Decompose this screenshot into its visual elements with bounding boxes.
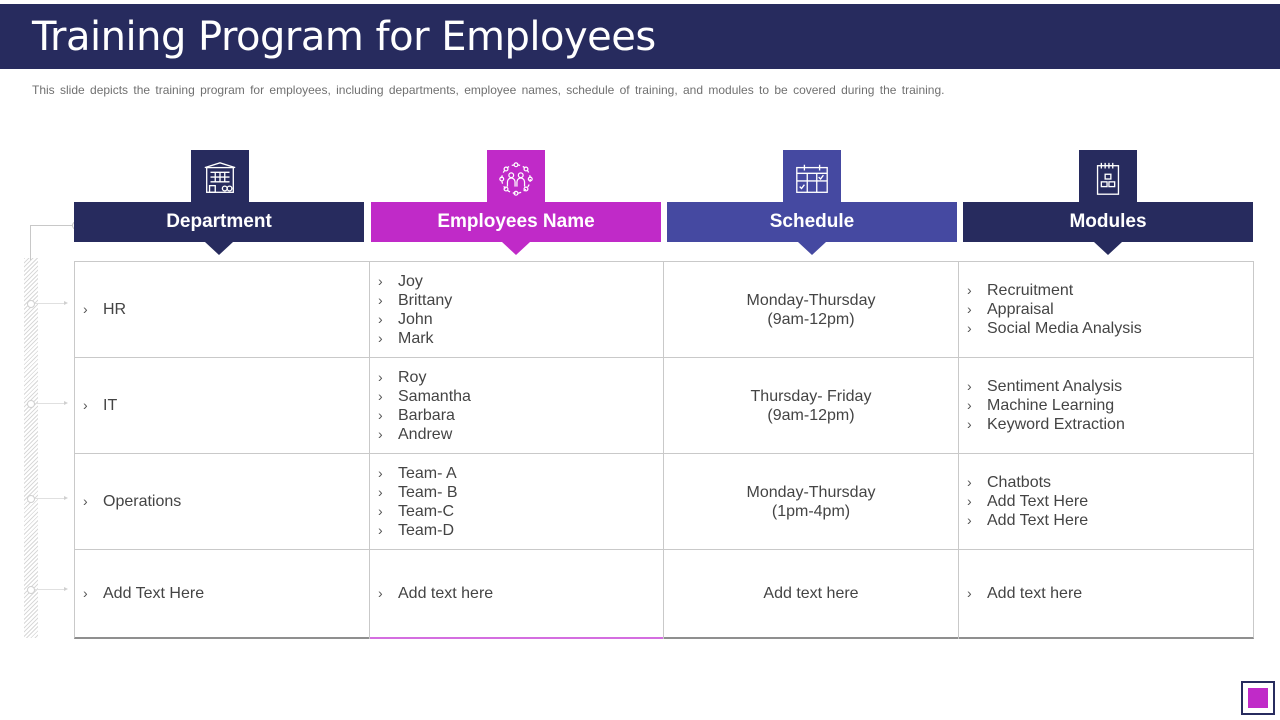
chevron-right-icon: › (967, 416, 972, 432)
list-item-label: Machine Learning (987, 397, 1115, 414)
list-item (83, 396, 369, 415)
list-item-label: Mark (398, 329, 434, 347)
list-item-label: Add Text Here (103, 585, 205, 602)
schedule-text: Thursday- Friday (750, 387, 872, 405)
cell-modules (959, 454, 1253, 549)
chevron-right-icon: › (378, 425, 383, 442)
page-title: Training Program for Employees (32, 14, 656, 60)
chevron-right-icon: › (378, 291, 383, 308)
cell-employees (370, 550, 663, 637)
schedule-text: Monday-Thursday (746, 483, 876, 501)
list-item (378, 272, 663, 291)
cell-department (75, 454, 369, 549)
chevron-right-icon: › (967, 397, 972, 413)
list-item (378, 483, 663, 502)
schedule-text: (9am-12pm) (767, 310, 855, 328)
list-item-label: Barbara (398, 406, 455, 424)
list-item-label: Roy (398, 368, 427, 386)
chevron-right-icon: › (83, 301, 88, 317)
header-department: Department (74, 202, 364, 242)
header-employees-name: Employees Name (371, 202, 661, 242)
chevron-right-icon: › (378, 585, 383, 601)
list-item-label: HR (103, 301, 127, 318)
chevron-right-icon: › (967, 320, 972, 336)
corner-logo-square (1241, 681, 1275, 715)
cell-schedule (664, 550, 958, 637)
chevron-right-icon: › (967, 301, 972, 317)
chevron-right-icon: › (378, 406, 383, 423)
cell-modules (959, 550, 1253, 637)
list-item-label: Add Text Here (987, 512, 1089, 529)
cell-employees (370, 454, 663, 549)
chevron-right-icon: › (83, 493, 88, 509)
list-item-label: Team- A (398, 464, 457, 482)
list-item (378, 387, 663, 406)
list-item (378, 406, 663, 425)
list-item (967, 319, 1253, 338)
list-item-label: Operations (103, 493, 182, 510)
chevron-right-icon: › (378, 502, 383, 519)
building-icon (191, 150, 249, 208)
cell-department (75, 550, 369, 637)
chevron-right-icon: › (967, 585, 972, 601)
list-item (378, 502, 663, 521)
list-item-label: Andrew (398, 425, 453, 443)
title-bar (0, 4, 1280, 69)
list-item-label: IT (103, 397, 118, 414)
chevron-right-icon: › (378, 310, 383, 327)
cell-schedule (664, 358, 958, 453)
list-item (83, 492, 369, 511)
header-modules: Modules (963, 202, 1253, 242)
list-item (83, 584, 369, 603)
list-item (83, 300, 369, 319)
schedule-text: Add text here (763, 585, 859, 602)
schedule-text: (1pm-4pm) (771, 502, 851, 520)
list-item (378, 521, 663, 540)
chevron-right-icon: › (378, 272, 383, 289)
rail-tick (30, 403, 66, 404)
list-item (967, 396, 1253, 415)
decorative-rail (24, 258, 38, 638)
chevron-right-icon: › (967, 282, 972, 298)
list-item-label: Social Media Analysis (987, 320, 1142, 337)
chevron-right-icon: › (83, 397, 88, 413)
list-item-label: Add text here (398, 585, 494, 602)
cell-schedule (664, 262, 958, 357)
cell-employees (370, 262, 663, 357)
rail-connector (30, 225, 75, 260)
list-item (378, 368, 663, 387)
list-item (967, 300, 1253, 319)
rail-tick (30, 498, 66, 499)
rail-tick (30, 303, 66, 304)
list-item-label: John (398, 310, 433, 328)
list-item (378, 584, 663, 603)
chevron-right-icon: › (378, 387, 383, 404)
list-item-label: Appraisal (987, 301, 1054, 318)
list-item (967, 492, 1253, 511)
list-item (378, 425, 663, 444)
chevron-right-icon: › (378, 483, 383, 500)
list-item-label: Joy (398, 272, 423, 290)
chevron-right-icon: › (967, 493, 972, 509)
schedule-text: Monday-Thursday (746, 291, 876, 309)
list-item (967, 473, 1253, 492)
chevron-right-icon: › (378, 464, 383, 481)
list-item-label: Brittany (398, 291, 453, 309)
header-schedule: Schedule (667, 202, 957, 242)
schedule-text: (9am-12pm) (767, 406, 855, 424)
chevron-right-icon: › (967, 474, 972, 490)
cell-modules (959, 358, 1253, 453)
list-item-label: Add Text Here (987, 493, 1089, 510)
module-notepad-icon (1079, 150, 1137, 208)
list-item-label: Team-C (398, 502, 455, 520)
list-item-label: Sentiment Analysis (987, 378, 1123, 395)
team-network-icon (487, 150, 545, 208)
list-item-label: Samantha (398, 387, 471, 405)
list-item-label: Team-D (398, 521, 455, 539)
list-item (378, 310, 663, 329)
chevron-right-icon: › (378, 368, 383, 385)
list-item (378, 464, 663, 483)
list-item (967, 511, 1253, 530)
calendar-icon (783, 150, 841, 208)
cell-employees (370, 358, 663, 453)
page-subtitle: This slide depicts the training program for employees, including departments, employee names, schedule of training, and modules to be covered during the training. (32, 83, 945, 97)
list-item (967, 377, 1253, 396)
chevron-right-icon: › (967, 378, 972, 394)
chevron-right-icon: › (378, 521, 383, 538)
list-item-label: Chatbots (987, 474, 1052, 491)
list-item (967, 584, 1253, 603)
list-item (378, 291, 663, 310)
chevron-right-icon: › (378, 329, 383, 346)
list-item (967, 281, 1253, 300)
cell-modules (959, 262, 1253, 357)
chevron-right-icon: › (83, 585, 88, 601)
chevron-right-icon: › (967, 512, 972, 528)
list-item (967, 415, 1253, 434)
list-item-label: Add text here (987, 585, 1083, 602)
list-item (378, 329, 663, 348)
cell-department (75, 358, 369, 453)
list-item-label: Recruitment (987, 282, 1074, 299)
cell-department (75, 262, 369, 357)
list-item-label: Keyword Extraction (987, 416, 1125, 433)
accent-underline (370, 637, 663, 639)
list-item-label: Team- B (398, 483, 458, 501)
rail-tick (30, 589, 66, 590)
cell-schedule (664, 454, 958, 549)
